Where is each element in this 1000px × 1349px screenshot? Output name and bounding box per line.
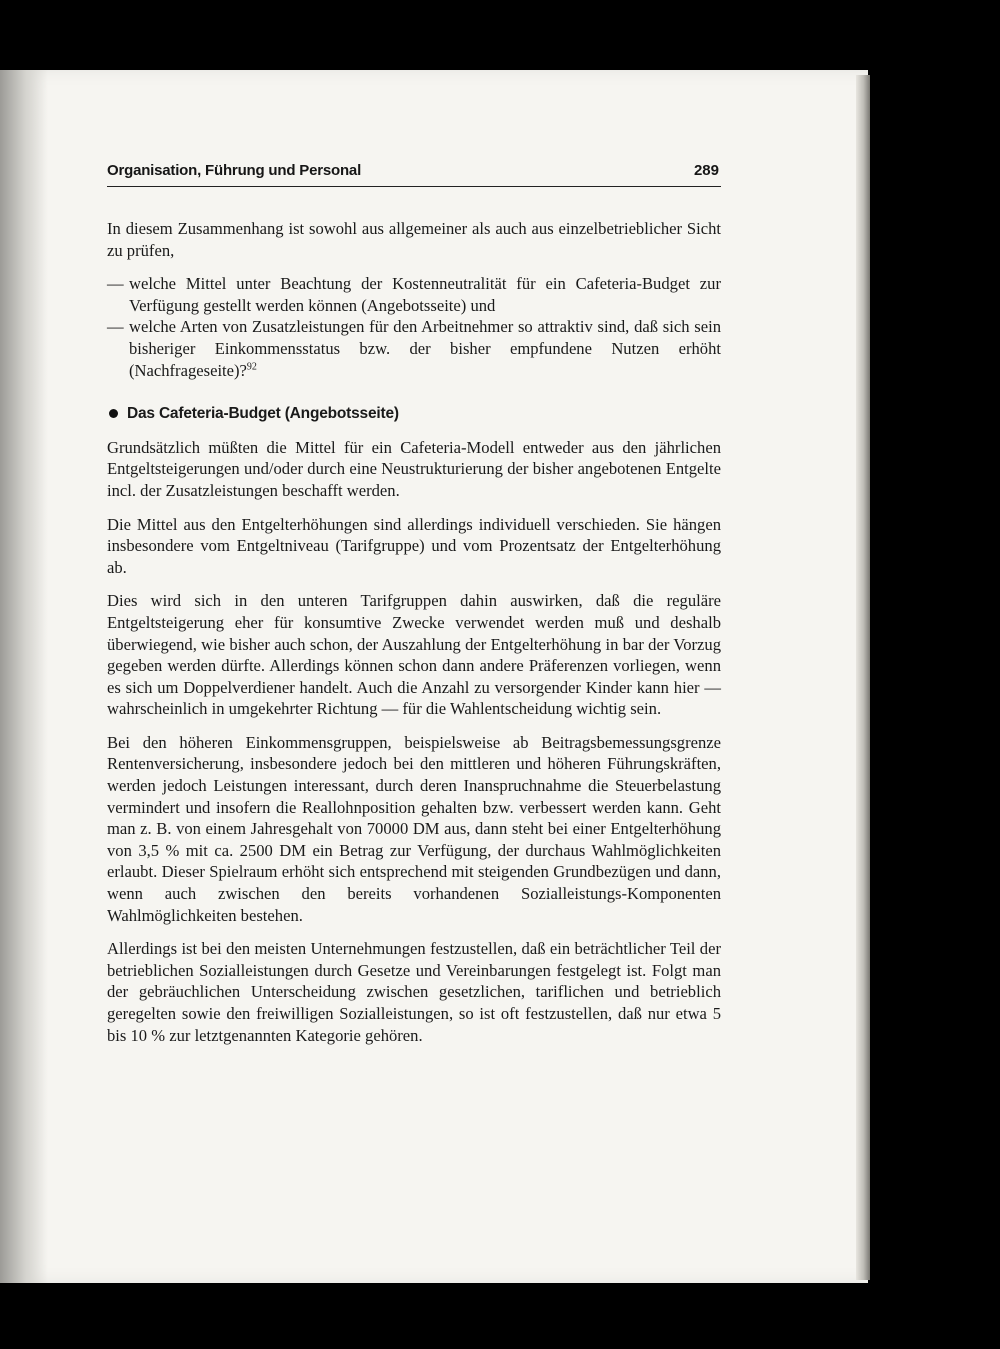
body-text <box>107 218 721 1058</box>
bullet-icon <box>109 409 118 418</box>
page-header <box>107 160 721 187</box>
paragraph: Die Mittel aus den Entgelterhöhungen sind allerdings individuell verschieden. Sie hängen insbesondere vom Entgeltniveau (Tarifgruppe) und vom Prozentsatz der Entgelterhöhung ab. <box>107 514 721 577</box>
paragraph: Dies wird sich in den unteren Tarifgruppen dahin auswirken, daß die reguläre Entgeltsteigerung eher für konsumtive Zwecke verwendet werden muß und deshalb überwiegend, wie bisher auch schon, der Auszahlung der Entgelterhöhung in bar der Vorzug gegeben werden dürfte. Allerdings können schon dann andere Präferenzen vorliegen, wenn es sich um Doppelverdiener handelt. Auch die Anzahl zu versorgender Kinder kann hier — wahrscheinlich in umgekehrter Richtung — für die Wahlentscheidung wichtig sein. <box>107 591 721 719</box>
section-heading <box>107 403 721 425</box>
section-heading-text: Das Cafeteria-Budget (Angebotsseite) <box>127 405 399 423</box>
list-item <box>107 273 721 316</box>
question-list <box>107 273 721 381</box>
page-number: 289 <box>693 162 719 179</box>
list-item-text: welche Arten von Zusatzleistungen für den Arbeitnehmer so attraktiv sind, daß sich sein bisheriger Einkommensstatus bzw. der bisher empfundene Nutzen erhöht (Nachfrageseite)? <box>129 317 721 380</box>
paragraph: Bei den höheren Einkommensgruppen, beispielsweise ab Beitragsbemessungsgrenze Rentenversicherung, insbesondere jedoch bei den mittleren und höheren Führungskräften, werden jedoch Leistungen interessant, durch deren Inanspruchnahme die Steuerbelastung vermindert und insofern die Reallohnposition gehalten bzw. verbessert werden kann. Geht man z. B. von einem Jahresgehalt von 70000 DM aus, dann steht bei einer Entgelterhöhung von 3,5 % mit ca. 2500 DM ein Betrag zur Verfügung, der durchaus Wahlmöglichkeiten erlaubt. Dieser Spielraum erhöht sich entsprechend mit steigenden Grundbezügen und dann, wenn auch zwischen den bereits vorhandenen Sozialleistungs-Komponenten Wahlmöglichkeiten bestehen. <box>107 732 721 925</box>
footnote-reference: 92 <box>246 361 257 373</box>
page-gutter-shadow <box>0 70 48 1283</box>
paragraph: Grundsätzlich müßten die Mittel für ein Cafeteria-Modell entweder aus den jährlichen Entgeltsteigerungen und/oder durch eine Neustrukturierung der bisher angebotenen Entgelte incl. der Zusatzleistungen beschafft werden. <box>107 437 721 500</box>
dash-marker: — <box>107 274 124 294</box>
intro-paragraph: In diesem Zusammenhang ist sowohl aus allgemeiner als auch aus einzelbetrieblicher Sicht zu prüfen, <box>107 219 721 260</box>
page-edge <box>856 75 870 1280</box>
list-item <box>107 316 721 381</box>
paragraph: Allerdings ist bei den meisten Unternehmungen festzustellen, daß ein beträchtlicher Teil der betrieblichen Sozialleistungen durch Gesetze und Vereinbarungen festgelegt ist. Folgt man der gebräuchlichen Unterscheidung zwischen gesetzlichen, tariflichen und betrieblich geregelten sowie den freiwilligen Sozialleistungen, so ist oft festzustellen, daß nur etwa 5 bis 10 % zur letztgenannten Kategorie gehören. <box>107 939 721 1045</box>
running-head: Organisation, Führung und Personal <box>107 162 362 179</box>
dash-marker: — <box>107 317 124 337</box>
list-item-text: welche Mittel unter Beachtung der Kostenneutralität für ein Cafeteria-Budget zur Verfügung gestellt werden können (Angebotsseite) und <box>129 274 721 315</box>
